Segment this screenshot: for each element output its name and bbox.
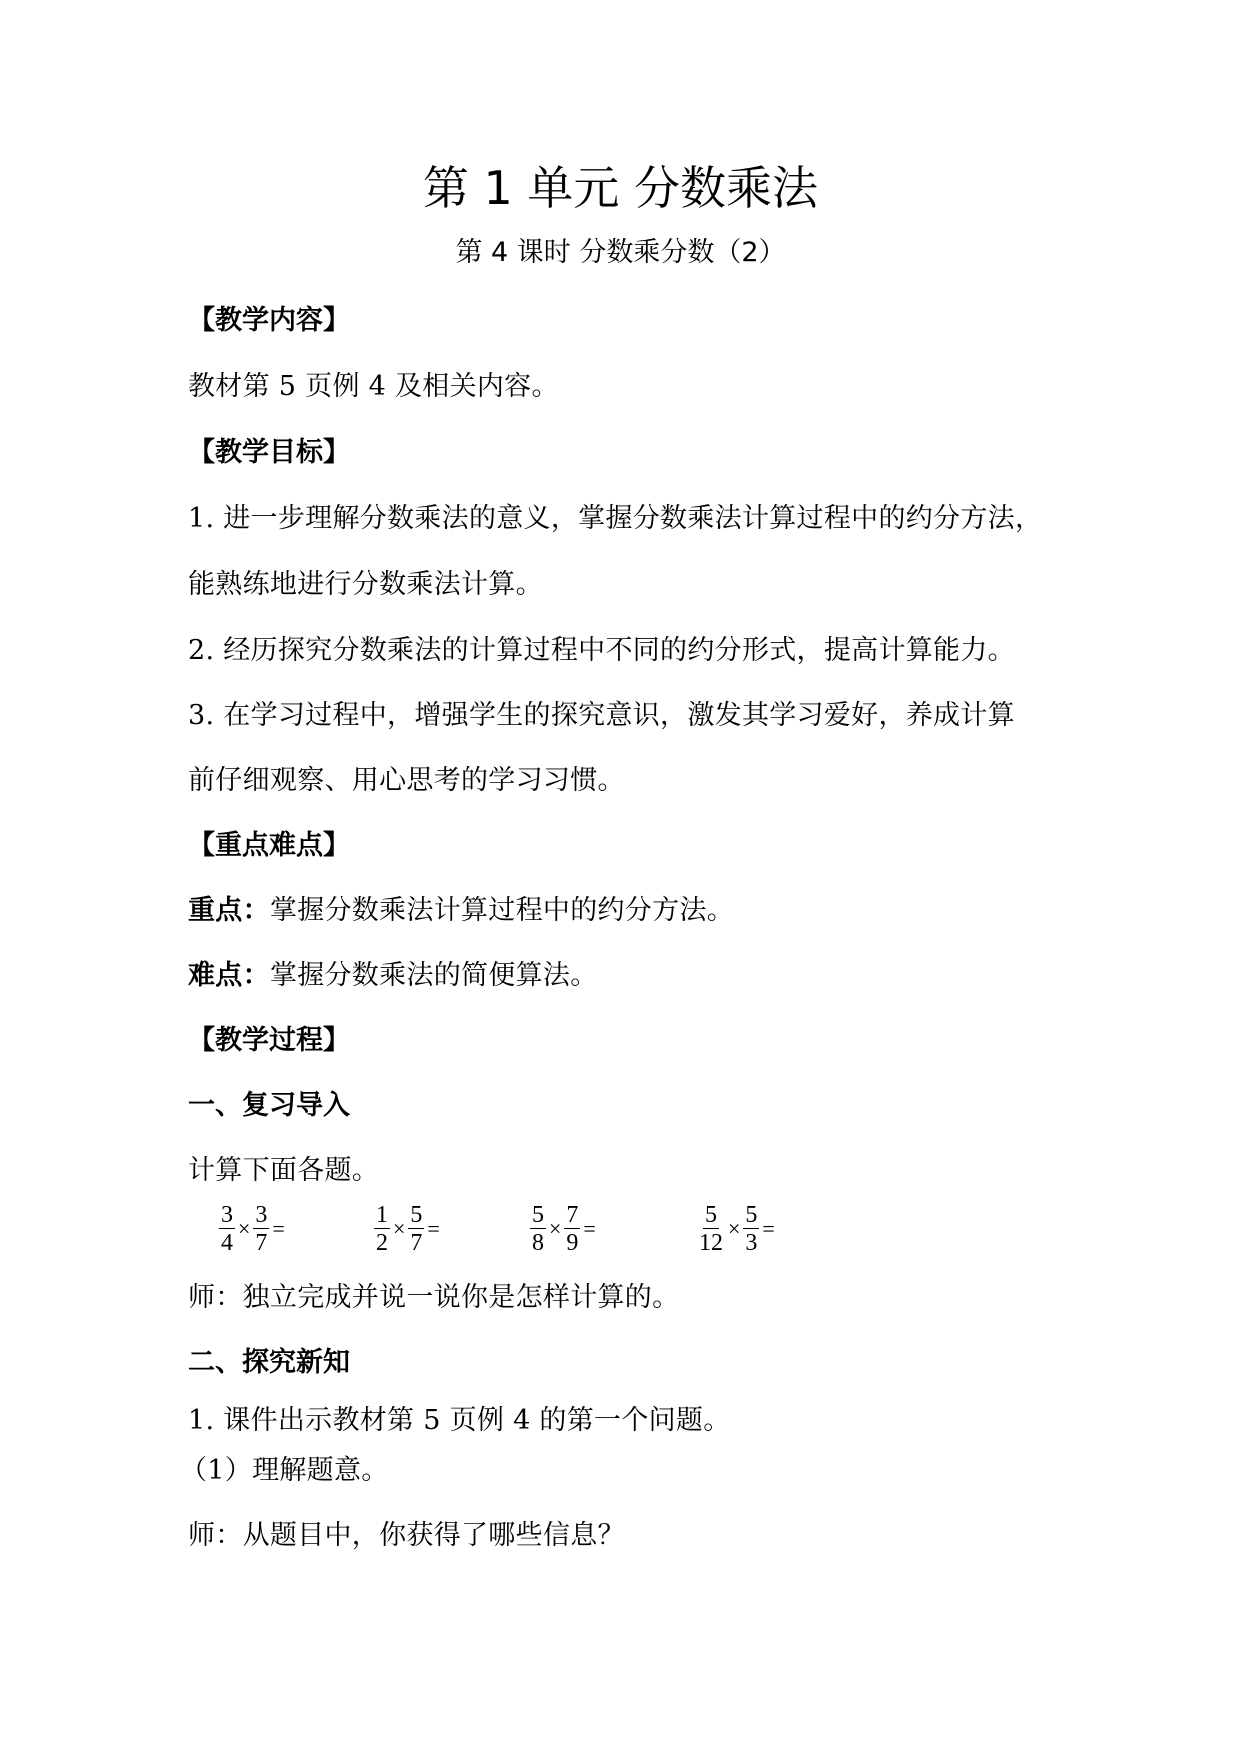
equals-sign: = xyxy=(272,1216,285,1241)
times-sign: × xyxy=(728,1216,741,1241)
key-point xyxy=(188,888,734,927)
difficulty-text: 掌握分数乘法的简便算法。 xyxy=(269,960,598,991)
equals-sign: = xyxy=(762,1216,775,1241)
fraction xyxy=(374,1202,390,1257)
fraction xyxy=(408,1202,424,1257)
denominator: 9 xyxy=(566,1229,579,1256)
calc-prompt: 计算下面各题。 xyxy=(188,1155,380,1186)
fraction xyxy=(253,1202,269,1257)
exercise-1 xyxy=(218,1196,287,1262)
fraction xyxy=(219,1202,235,1257)
content-text: 教材第 5 页例 4 及相关内容。 xyxy=(188,371,559,402)
denominator: 12 xyxy=(699,1229,723,1256)
fraction xyxy=(743,1202,759,1257)
exercise-4 xyxy=(696,1196,777,1262)
denominator: 7 xyxy=(410,1229,423,1256)
key-label: 重点： xyxy=(188,895,270,926)
section-heading-process: 【教学过程】 xyxy=(188,1025,350,1056)
equals-sign: = xyxy=(583,1216,596,1241)
section-heading-goals: 【教学目标】 xyxy=(188,437,350,468)
goal-3-line-1: 3. 在学习过程中，增强学生的探究意识，激发其学习爱好，养成计算 xyxy=(188,700,1015,731)
goal-2: 2. 经历探究分数乘法的计算过程中不同的约分形式，提高计算能力。 xyxy=(188,635,1015,666)
difficulty-point xyxy=(188,953,598,992)
step-1: 1. 课件出示教材第 5 页例 4 的第一个问题。 xyxy=(188,1405,731,1436)
times-sign: × xyxy=(549,1216,562,1241)
denominator: 7 xyxy=(255,1229,268,1256)
numerator: 5 xyxy=(532,1201,544,1228)
part-2-heading: 二、探究新知 xyxy=(188,1347,350,1378)
numerator: 5 xyxy=(410,1201,423,1228)
part-1-heading: 一、复习导入 xyxy=(188,1090,350,1121)
denominator: 3 xyxy=(745,1229,758,1256)
section-heading-content: 【教学内容】 xyxy=(188,305,350,336)
numerator: 3 xyxy=(221,1201,233,1228)
numerator: 5 xyxy=(705,1201,717,1228)
section-heading-keypoints: 【重点难点】 xyxy=(188,830,350,861)
difficulty-label: 难点： xyxy=(188,960,270,991)
step-1-sub: （1）理解题意。 xyxy=(180,1455,389,1486)
times-sign: × xyxy=(238,1216,251,1241)
numerator: 5 xyxy=(745,1201,758,1228)
denominator: 4 xyxy=(221,1229,233,1256)
goal-1-line-2: 能熟练地进行分数乘法计算。 xyxy=(188,569,543,600)
exercise-2 xyxy=(373,1196,442,1262)
numerator: 3 xyxy=(255,1201,268,1228)
denominator: 2 xyxy=(376,1229,388,1256)
key-text: 掌握分数乘法计算过程中的约分方法。 xyxy=(269,895,735,926)
fraction xyxy=(530,1202,546,1257)
denominator: 8 xyxy=(532,1229,544,1256)
fraction xyxy=(564,1202,580,1257)
lesson-subtitle: 第 4 课时 分数乘分数（2） xyxy=(455,237,786,268)
goal-1-line-1: 1. 进一步理解分数乘法的意义，掌握分数乘法计算过程中的约分方法， xyxy=(188,503,1043,534)
fraction xyxy=(697,1202,725,1257)
page-title: 第 1 单元 分数乘法 xyxy=(422,161,819,215)
numerator: 1 xyxy=(376,1201,388,1228)
times-sign: × xyxy=(393,1216,406,1241)
goal-3-line-2: 前仔细观察、用心思考的学习习惯。 xyxy=(188,765,625,796)
teacher-line-1: 师：独立完成并说一说你是怎样计算的。 xyxy=(188,1282,680,1313)
teacher-line-2: 师：从题目中，你获得了哪些信息？ xyxy=(188,1520,625,1551)
exercise-3 xyxy=(529,1196,598,1262)
equals-sign: = xyxy=(427,1216,440,1241)
numerator: 7 xyxy=(566,1201,579,1228)
